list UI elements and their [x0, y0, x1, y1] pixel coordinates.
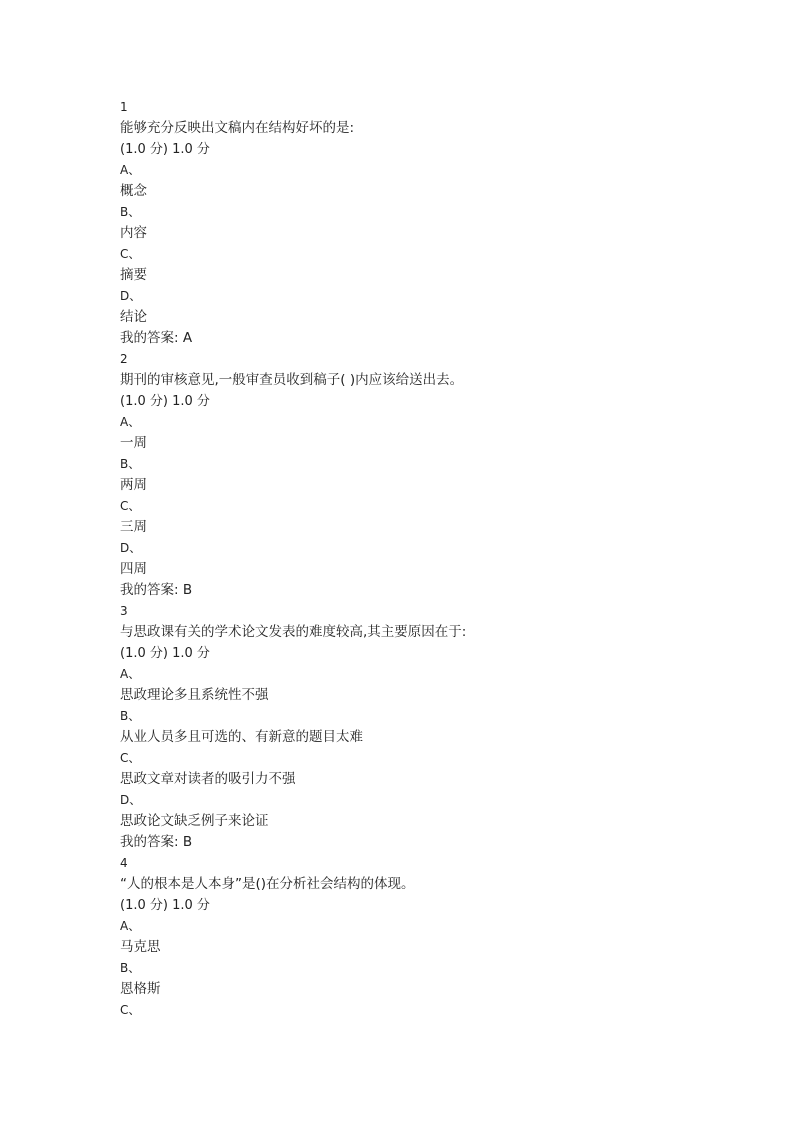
document-page — [120, 97, 760, 1021]
option-letter: C、 — [120, 751, 141, 765]
option-letter: B、 — [120, 961, 141, 975]
my-answer: 我的答案: B — [120, 582, 193, 598]
question-2 — [120, 349, 760, 601]
option-letter: C、 — [120, 247, 141, 261]
my-answer: 我的答案: B — [120, 834, 193, 850]
option-letter: B、 — [120, 457, 141, 471]
option-text: 思政理论多且系统性不强 — [120, 687, 269, 703]
option-text: 两周 — [120, 477, 147, 493]
option-text: 内容 — [120, 225, 147, 241]
option-letter: B、 — [120, 709, 141, 723]
question-3 — [120, 601, 760, 853]
option-text: 一周 — [120, 435, 147, 451]
question-score: (1.0 分) 1.0 分 — [120, 394, 210, 409]
option-letter: A、 — [120, 415, 141, 429]
question-score: (1.0 分) 1.0 分 — [120, 898, 210, 913]
question-text: 与思政课有关的学术论文发表的难度较高,其主要原因在于: — [120, 624, 467, 640]
option-text: 思政文章对读者的吸引力不强 — [120, 771, 296, 787]
option-letter: A、 — [120, 919, 141, 933]
option-text: 概念 — [120, 183, 147, 199]
question-number: 4 — [120, 856, 128, 870]
option-letter: B、 — [120, 205, 141, 219]
question-number: 1 — [120, 100, 128, 114]
option-text: 三周 — [120, 519, 147, 535]
option-letter: D、 — [120, 793, 142, 807]
question-text: “人的根本是人本身”是()在分析社会结构的体现。 — [120, 876, 415, 892]
option-text: 摘要 — [120, 267, 147, 283]
option-text: 从业人员多且可选的、有新意的题目太难 — [120, 729, 363, 745]
my-answer: 我的答案: A — [120, 330, 193, 346]
question-number: 3 — [120, 604, 128, 618]
option-letter: C、 — [120, 499, 141, 513]
question-4 — [120, 853, 760, 1021]
option-letter: A、 — [120, 667, 141, 681]
option-letter: D、 — [120, 289, 142, 303]
option-text: 四周 — [120, 561, 147, 577]
question-1 — [120, 97, 760, 349]
option-letter: A、 — [120, 163, 141, 177]
question-score: (1.0 分) 1.0 分 — [120, 646, 210, 661]
option-text: 思政论文缺乏例子来论证 — [120, 813, 269, 829]
option-letter: D、 — [120, 541, 142, 555]
question-score: (1.0 分) 1.0 分 — [120, 142, 210, 157]
question-text: 期刊的审核意见,一般审查员收到稿子( )内应该给送出去。 — [120, 372, 464, 388]
option-text: 恩格斯 — [120, 981, 161, 997]
option-text: 马克思 — [120, 939, 161, 955]
question-number: 2 — [120, 352, 128, 366]
option-text: 结论 — [120, 309, 147, 325]
question-text: 能够充分反映出文稿内在结构好坏的是: — [120, 120, 355, 136]
option-letter: C、 — [120, 1003, 141, 1017]
